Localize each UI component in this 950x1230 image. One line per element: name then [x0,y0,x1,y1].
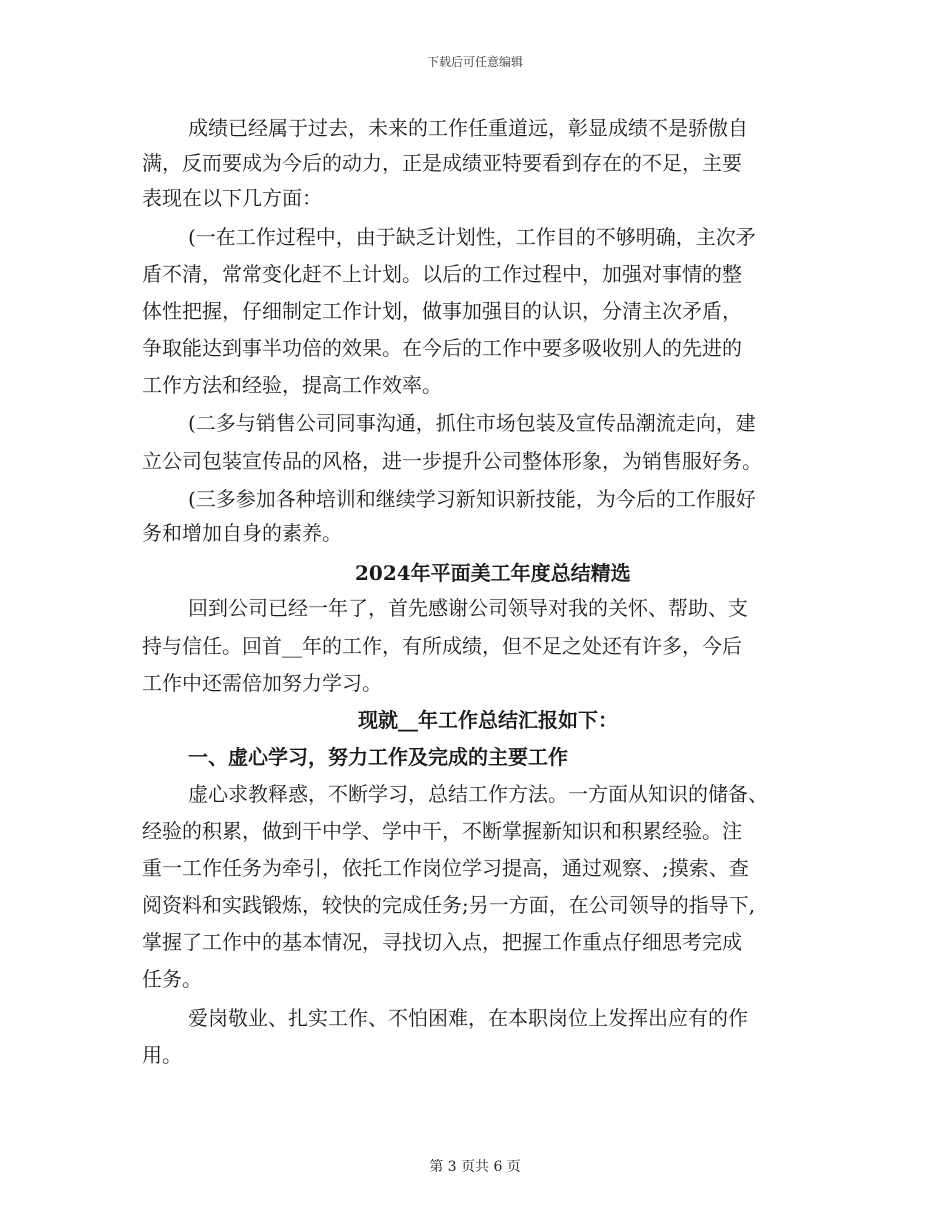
body-line: 回到公司已经一年了，首先感谢公司领导对我的关怀、帮助、支 [188,596,748,620]
body-line: 掌握了工作中的基本情况，寻找切入点，把握工作重点仔细思考完成 [142,930,742,954]
body-line: (三多参加各种培训和继续学习新知识新技能，为今后的工作服好 [188,487,756,511]
body-line: 工作中还需倍加努力学习。 [142,671,382,695]
body-line: (二多与销售公司同事沟通，抓住市场包装及宣传品潮流走向，建 [188,411,756,435]
body-line: 满，反而要成为今后的动力，正是成绩亚特要看到存在的不足，主要 [142,151,742,175]
body-line: 爱岗敬业、扎实工作、不怕困难，在本职岗位上发挥出应有的作 [188,1006,748,1030]
body-line: 务和增加自身的素养。 [142,521,342,545]
page-footer: 第 3 页共 6 页 [429,1159,521,1175]
body-line: 经验的积累，做到干中学、学中干，不断掌握新知识和积累经验。注 [142,819,742,843]
body-line: 立公司包装宣传品的风格，进一步提升公司整体形象，为销售服好务。 [142,449,762,473]
body-line: 工作方法和经验，提高工作效率。 [142,373,442,397]
subsection-title: 现就__年工作总结汇报如下： [358,708,618,732]
body-line: 争取能达到事半功倍的效果。在今后的工作中要多吸收别人的先进的 [142,336,742,360]
body-line: 任务。 [142,967,202,991]
body-line: 用。 [142,1043,182,1067]
body-line: 表现在以下几方面： [142,186,322,210]
body-line: 盾不清，常常变化赶不上计划。以后的工作过程中，加强对事情的整 [142,262,742,286]
body-line: 持与信任。回首__年的工作，有所成绩，但不足之处还有许多，今后 [142,634,742,658]
subsection-title: 一、虚心学习，努力工作及完成的主要工作 [188,745,568,769]
body-line: 体性把握，仔细制定工作计划，做事加强目的认识，分清主次矛盾， [142,299,742,323]
section-title: 2024年平面美工年度总结精选 [355,561,631,585]
body-line: 重一工作任务为牵引，依托工作岗位学习提高，通过观察、;摸索、查 [142,856,749,880]
body-line: 成绩已经属于过去，未来的工作任重道远，彰显成绩不是骄傲自 [188,116,748,140]
body-line: 虚心求教释惑，不断学习，总结工作方法。一方面从知识的储备、 [188,782,768,806]
body-line: (一在工作过程中，由于缺乏计划性，工作目的不够明确，主次矛 [188,225,756,249]
page-header: 下载后可任意编辑 [426,55,523,69]
body-line: 阅资料和实践锻炼，较快的完成任务;另一方面，在公司领导的指导下, [142,893,756,917]
